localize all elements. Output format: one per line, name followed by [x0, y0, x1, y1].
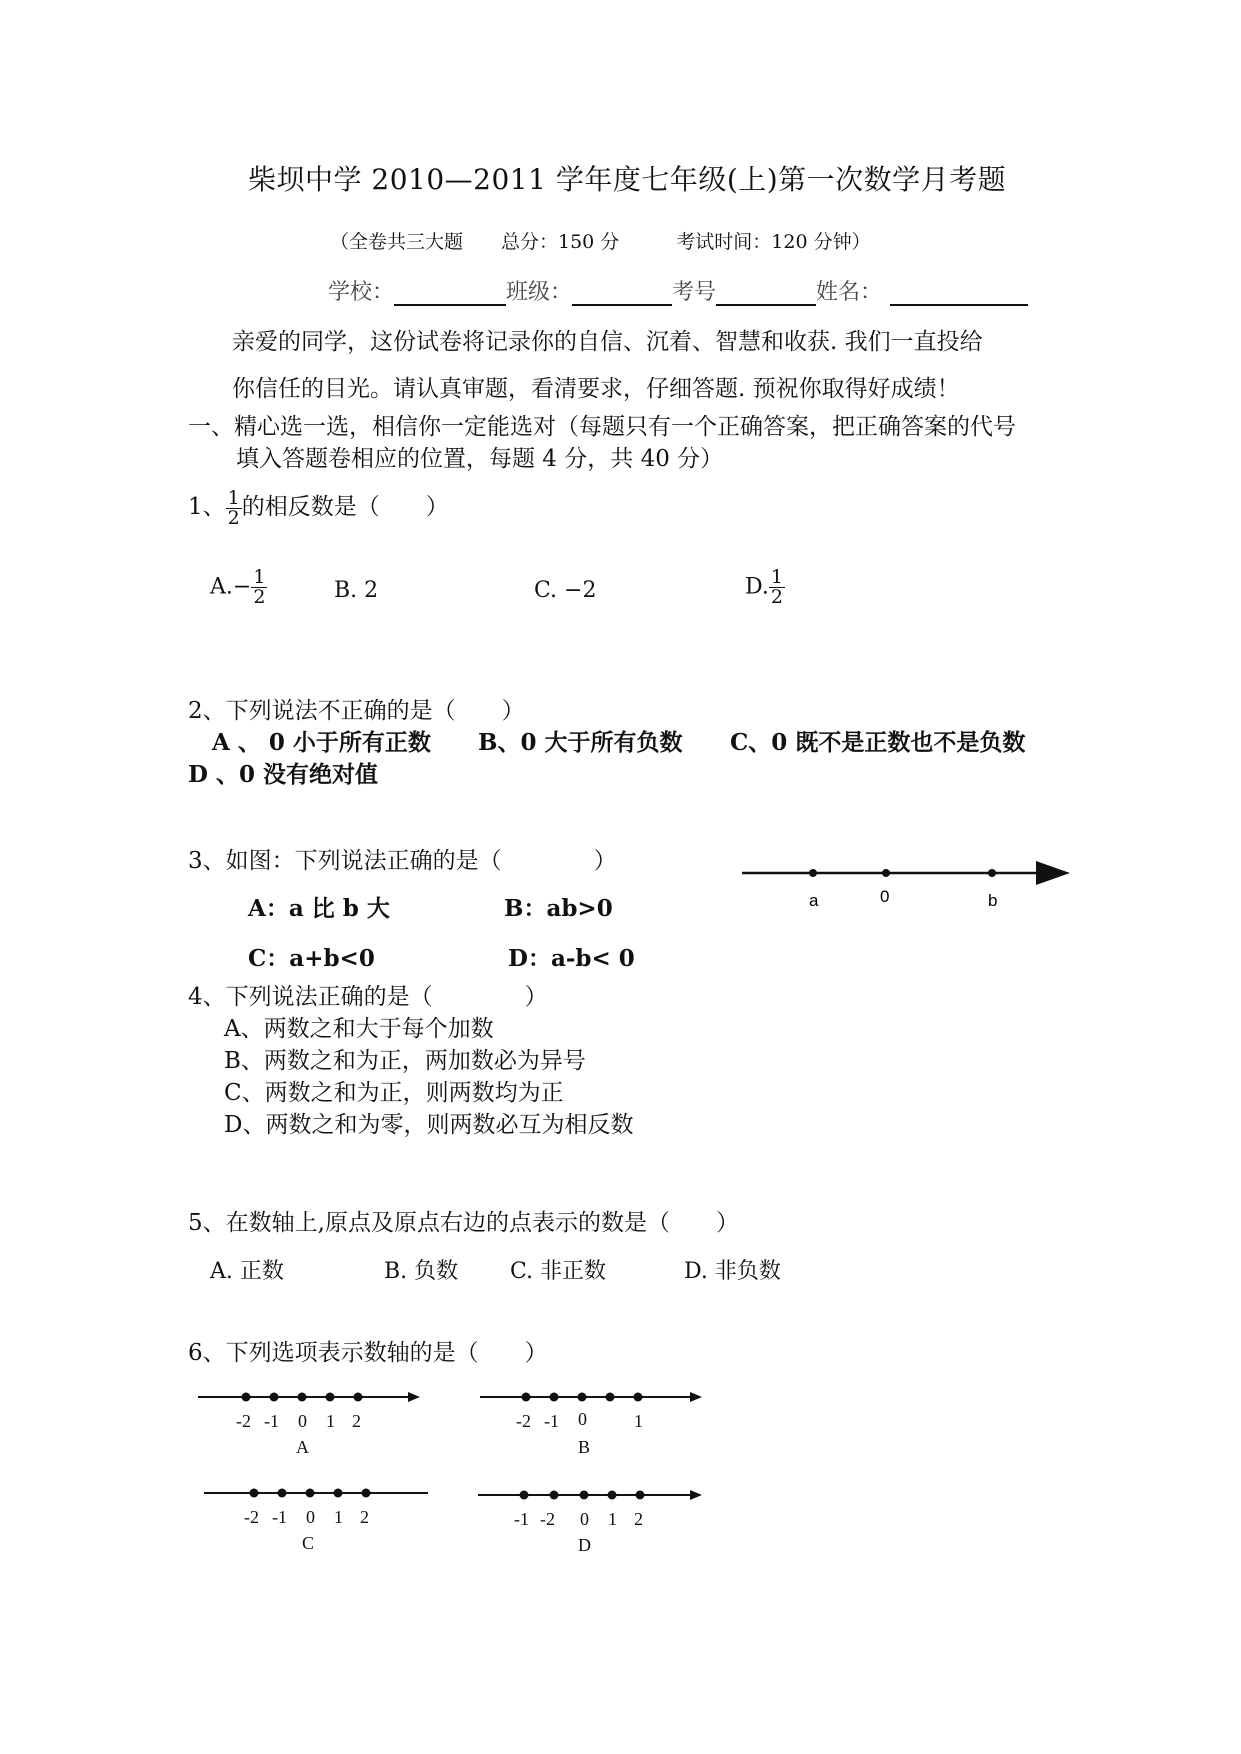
question-2-option-b[interactable]: B、0 大于所有负数 — [478, 729, 683, 756]
option-b-number-line — [478, 1384, 718, 1414]
name-field[interactable] — [890, 280, 1028, 306]
axis-label-zero: 0 — [880, 887, 890, 906]
number-label: 考号 — [672, 280, 717, 305]
question-2-stem: 2、下列说法不正确的是（ ） — [188, 698, 525, 724]
option-a-number-line — [196, 1384, 436, 1414]
question-6-option-d[interactable]: -1 -2 0 1 2 D — [476, 1482, 716, 1562]
intro-line-1: 亲爱的同学，这份试卷将记录你的自信、沉着、智慧和收获. 我们一直投给 — [232, 329, 983, 355]
section-1-heading-line-2: 填入答题卷相应的位置，每题 4 分，共 40 分） — [236, 446, 724, 472]
question-4-option-c[interactable]: C、两数之和为正，则两数均为正 — [224, 1080, 564, 1106]
school-label: 学校： — [328, 280, 395, 305]
q3-number-line-figure — [740, 855, 1070, 925]
question-3-option-a[interactable]: A：a 比 b 大 — [248, 895, 390, 922]
question-3-option-d[interactable]: D：a-b< 0 — [508, 945, 635, 972]
question-1-option-b[interactable]: B. 2 — [334, 578, 379, 603]
question-4-option-d[interactable]: D、两数之和为零，则两数必互为相反数 — [224, 1112, 634, 1138]
question-1-number: 1、 — [188, 494, 226, 520]
question-3-stem: 3、如图：下列说法正确的是（ ） — [188, 848, 617, 874]
question-6-option-c[interactable]: -2 -1 0 1 2 C — [202, 1480, 442, 1560]
question-4-option-b[interactable]: B、两数之和为正，两加数必为异号 — [224, 1048, 586, 1074]
option-d-letter: D — [578, 1535, 591, 1555]
question-4-option-a[interactable]: A、两数之和大于每个加数 — [224, 1016, 494, 1042]
point-b — [988, 869, 996, 877]
option-d-arrow-icon — [690, 1490, 702, 1500]
question-1-option-a[interactable]: A.− $\frac{1}{2}$ — [210, 566, 266, 608]
question-2-option-d[interactable]: D 、0 没有绝对值 — [188, 761, 378, 788]
option-b-letter: B — [578, 1437, 591, 1457]
class-label: 班级： — [506, 280, 573, 305]
fraction-one-half: $\frac{1}{2}$ — [227, 486, 240, 529]
question-6-stem: 6、下列选项表示数轴的是（ ） — [188, 1340, 548, 1366]
question-2-option-c[interactable]: C、0 既不是正数也不是负数 — [730, 729, 1026, 756]
option-b-arrow-icon — [690, 1392, 702, 1402]
question-3-option-c[interactable]: C：a+b<0 — [248, 945, 375, 972]
question-6-option-a[interactable]: -2 -1 0 1 2 A — [196, 1384, 436, 1464]
question-5-stem: 5、在数轴上,原点及原点右边的点表示的数是（ ） — [188, 1210, 739, 1236]
question-1-stem — [188, 488, 449, 528]
question-4-stem: 4、下列说法正确的是（ ） — [188, 984, 548, 1010]
option-d-number-line — [476, 1482, 716, 1512]
section-1-heading-line-1: 一、精心选一选，相信你一定能选对（每题只有一个正确答案，把正确答案的代号 — [188, 414, 1016, 440]
student-info-fields — [328, 275, 1028, 306]
number-field[interactable] — [716, 280, 816, 306]
question-1-option-c[interactable]: C. −2 — [534, 578, 597, 603]
option-c-letter: C — [302, 1533, 315, 1553]
school-field[interactable] — [394, 280, 506, 306]
exam-subtitle: （全卷共三大题 总分：150 分 考试时间：120 分钟） — [330, 231, 871, 253]
question-6-option-b[interactable]: -2 -1 0 1 B — [478, 1384, 718, 1464]
question-1-text: 的相反数是（ ） — [241, 494, 449, 520]
option-a-letter: A — [296, 1437, 309, 1457]
question-5-option-c[interactable]: C. 非正数 — [510, 1259, 607, 1284]
axis-arrow-icon — [1036, 861, 1070, 885]
option-a-arrow-icon — [408, 1392, 420, 1402]
question-5-option-d[interactable]: D. 非负数 — [684, 1259, 781, 1284]
intro-line-2: 你信任的目光。请认真审题，看清要求，仔细答题. 预祝你取得好成绩！ — [232, 376, 960, 402]
point-origin — [882, 869, 890, 877]
name-label: 姓名： — [816, 280, 883, 305]
exam-title: 柴坝中学 2010—2011 学年度七年级(上)第一次数学月考题 — [248, 163, 1007, 196]
point-a — [809, 869, 817, 877]
class-field[interactable] — [572, 280, 672, 306]
question-3-option-b[interactable]: B：ab>0 — [504, 895, 613, 922]
question-5-option-b[interactable]: B. 负数 — [384, 1259, 459, 1284]
axis-label-b: b — [988, 891, 998, 910]
question-1-option-d[interactable]: D. $\frac{1}{2}$ — [745, 566, 783, 608]
axis-label-a: a — [809, 891, 819, 910]
question-2-option-a[interactable]: A 、 0 小于所有正数 — [212, 729, 431, 756]
option-c-number-line — [202, 1480, 442, 1510]
question-5-option-a[interactable]: A. 正数 — [210, 1259, 284, 1284]
